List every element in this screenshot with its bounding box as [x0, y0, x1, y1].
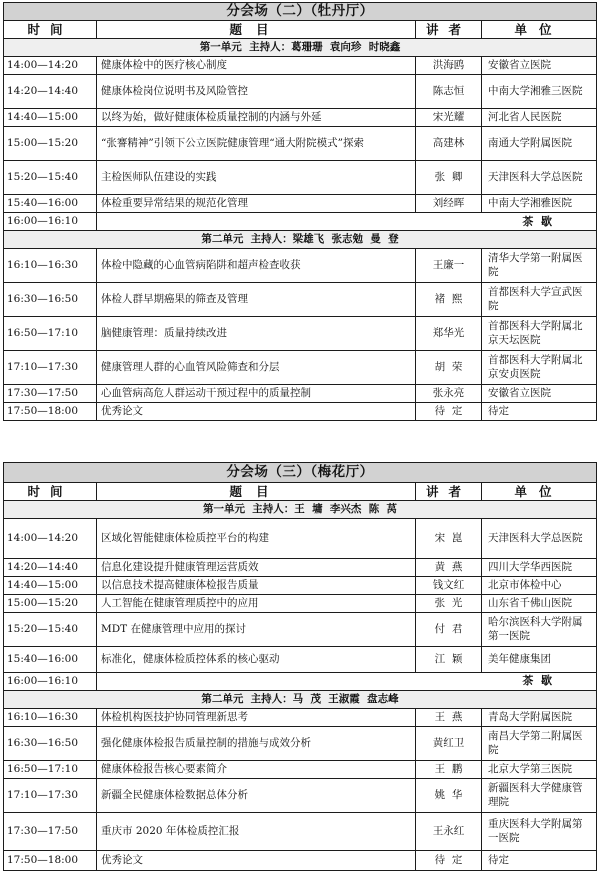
- row-time: 17:10—17:30: [4, 779, 97, 813]
- row-speaker: 黄 燕: [416, 559, 482, 577]
- row-time: 15:20—15:40: [4, 613, 97, 647]
- row-time: 16:10—16:30: [4, 709, 97, 727]
- header-org: 单位: [482, 483, 597, 501]
- row-time: 17:10—17:30: [4, 351, 97, 385]
- break-time: 16:00—16:10: [4, 673, 97, 691]
- row-time: 15:40—16:00: [4, 195, 97, 213]
- session-table-3: [3, 462, 597, 871]
- table-row: [4, 709, 597, 727]
- row-org: 山东省千佛山医院: [482, 595, 597, 613]
- row-topic: 健康体检报告核心要素简介: [97, 761, 416, 779]
- unit-header: 第一单元 主持人：葛珊珊 袁向珍 时晓鑫: [4, 39, 597, 57]
- unit-header: 第二单元 主持人：梁雄飞 张志勉 曼 登: [4, 231, 597, 249]
- row-time: 14:00—14:20: [4, 519, 97, 559]
- row-org: 首都医科大学附属北京天坛医院: [482, 317, 597, 351]
- row-speaker: 王永红: [416, 813, 482, 851]
- row-topic: 信息化建设提升健康管理运营质效: [97, 559, 416, 577]
- row-org: 中南大学湘雅三医院: [482, 75, 597, 109]
- row-time: 16:10—16:30: [4, 249, 97, 283]
- row-topic: MDT 在健康管理中应用的探讨: [97, 613, 416, 647]
- unit-header: 第一单元 主持人：王 墉 李兴杰 陈 莴: [4, 501, 597, 519]
- session-title-row: [4, 463, 597, 483]
- row-topic: 健康体检岗位说明书及风险管控: [97, 75, 416, 109]
- table-row: [4, 195, 597, 213]
- row-speaker: 张 卿: [416, 161, 482, 195]
- unit-header-row: [4, 39, 597, 57]
- table-row: [4, 813, 597, 851]
- row-topic: 重庆市 2020 年体检质控汇报: [97, 813, 416, 851]
- row-time: 17:30—17:50: [4, 813, 97, 851]
- table-row: [4, 385, 597, 403]
- column-header-row: [4, 21, 597, 39]
- header-time: 时间: [4, 483, 97, 501]
- row-speaker: 刘经晖: [416, 195, 482, 213]
- row-speaker: 宋光耀: [416, 109, 482, 127]
- table-row: [4, 75, 597, 109]
- row-speaker: 高建林: [416, 127, 482, 161]
- break-row: [4, 213, 597, 231]
- row-org: 南通大学附属医院: [482, 127, 597, 161]
- row-time: 14:40—15:00: [4, 577, 97, 595]
- break-label: 茶 歇: [97, 673, 597, 691]
- row-time: 14:20—14:40: [4, 75, 97, 109]
- row-topic: 体检重要异常结果的规范化管理: [97, 195, 416, 213]
- row-topic: “张謇精神”引领下公立医院健康管理“通大附院模式”探索: [97, 127, 416, 161]
- row-speaker: 王 鹏: [416, 761, 482, 779]
- row-org: 首都医科大学附属北京安贞医院: [482, 351, 597, 385]
- row-speaker: 付 君: [416, 613, 482, 647]
- table-row: [4, 127, 597, 161]
- table-row: [4, 57, 597, 75]
- row-time: 17:50—18:00: [4, 403, 97, 421]
- row-speaker: 钱文红: [416, 577, 482, 595]
- row-time: 14:40—15:00: [4, 109, 97, 127]
- column-header-row: [4, 483, 597, 501]
- row-topic: 人工智能在健康管理质控中的应用: [97, 595, 416, 613]
- row-org: 北京大学第三医院: [482, 761, 597, 779]
- row-time: 14:00—14:20: [4, 57, 97, 75]
- row-topic: 以终为始，做好健康体检质量控制的内涵与外延: [97, 109, 416, 127]
- row-time: 17:50—18:00: [4, 851, 97, 871]
- header-org: 单位: [482, 21, 597, 39]
- session-title-row: [4, 3, 597, 21]
- row-org: 南昌大学第二附属医院: [482, 727, 597, 761]
- row-speaker: 黄红卫: [416, 727, 482, 761]
- session-title: 分会场（二）（牡丹厅）: [4, 3, 597, 21]
- row-speaker: 江 颖: [416, 647, 482, 673]
- row-time: 15:20—15:40: [4, 161, 97, 195]
- row-speaker: 王 燕: [416, 709, 482, 727]
- session-table-2: [3, 2, 597, 421]
- table-row: [4, 595, 597, 613]
- row-org: 重庆医科大学附属第一医院: [482, 813, 597, 851]
- table-row: [4, 779, 597, 813]
- row-topic: 优秀论文: [97, 851, 416, 871]
- row-time: 14:20—14:40: [4, 559, 97, 577]
- row-speaker: 宋 崑: [416, 519, 482, 559]
- row-time: 15:00—15:20: [4, 595, 97, 613]
- table-row: [4, 559, 597, 577]
- row-org: 待定: [482, 851, 597, 871]
- table-row: [4, 351, 597, 385]
- row-org: 青岛大学附属医院: [482, 709, 597, 727]
- session-title: 分会场（三）（梅花厅）: [4, 463, 597, 483]
- row-topic: 标准化，健康体检质控体系的核心驱动: [97, 647, 416, 673]
- row-speaker: 待 定: [416, 403, 482, 421]
- row-speaker: 郑华光: [416, 317, 482, 351]
- header-topic: 题目: [97, 483, 416, 501]
- row-org: 河北省人民医院: [482, 109, 597, 127]
- table-row: [4, 519, 597, 559]
- table-row: [4, 727, 597, 761]
- row-speaker: 褚 熙: [416, 283, 482, 317]
- table-row: [4, 577, 597, 595]
- row-time: 16:30—16:50: [4, 283, 97, 317]
- row-topic: 心血管病高危人群运动干预过程中的质量控制: [97, 385, 416, 403]
- row-topic: 健康体检中的医疗核心制度: [97, 57, 416, 75]
- row-speaker: 陈志恒: [416, 75, 482, 109]
- row-org: 四川大学华西医院: [482, 559, 597, 577]
- break-label: 茶 歇: [97, 213, 597, 231]
- unit-header-row: [4, 691, 597, 709]
- row-speaker: 姚 华: [416, 779, 482, 813]
- row-time: 16:30—16:50: [4, 727, 97, 761]
- break-time: 16:00—16:10: [4, 213, 97, 231]
- row-org: 哈尔滨医科大学附属第一医院: [482, 613, 597, 647]
- table-row: [4, 613, 597, 647]
- table-row: [4, 109, 597, 127]
- table-row: [4, 283, 597, 317]
- row-topic: 体检中隐藏的心血管病陷阱和超声检查收获: [97, 249, 416, 283]
- row-org: 天津医科大学总医院: [482, 161, 597, 195]
- row-time: 17:30—17:50: [4, 385, 97, 403]
- row-speaker: 张 光: [416, 595, 482, 613]
- row-speaker: 待 定: [416, 851, 482, 871]
- row-org: 北京市体检中心: [482, 577, 597, 595]
- row-speaker: 胡 荣: [416, 351, 482, 385]
- table-row: [4, 647, 597, 673]
- row-time: 15:40—16:00: [4, 647, 97, 673]
- row-org: 中南大学湘雅医院: [482, 195, 597, 213]
- row-org: 待定: [482, 403, 597, 421]
- table-row: [4, 317, 597, 351]
- row-speaker: 洪海鸥: [416, 57, 482, 75]
- row-topic: 体检人群早期癌果的筛查及管理: [97, 283, 416, 317]
- row-topic: 体检机构医技护协同管理新思考: [97, 709, 416, 727]
- header-topic: 题目: [97, 21, 416, 39]
- row-org: 安徽省立医院: [482, 57, 597, 75]
- unit-header: 第二单元 主持人：马 茂 王淑霞 盘志峰: [4, 691, 597, 709]
- break-row: [4, 673, 597, 691]
- row-time: 15:00—15:20: [4, 127, 97, 161]
- row-time: 16:50—17:10: [4, 761, 97, 779]
- row-topic: 以信息技术提高健康体检报告质量: [97, 577, 416, 595]
- table-row: [4, 249, 597, 283]
- row-topic: 优秀论文: [97, 403, 416, 421]
- header-time: 时间: [4, 21, 97, 39]
- row-org: 天津医科大学总医院: [482, 519, 597, 559]
- table-row: [4, 161, 597, 195]
- header-speaker: 讲者: [416, 483, 482, 501]
- row-time: 16:50—17:10: [4, 317, 97, 351]
- table-row: [4, 851, 597, 871]
- row-topic: 脑健康管理：质量持续改进: [97, 317, 416, 351]
- row-org: 首都医科大学宣武医院: [482, 283, 597, 317]
- row-org: 美年健康集团: [482, 647, 597, 673]
- row-topic: 区域化智能健康体检质控平台的构建: [97, 519, 416, 559]
- row-speaker: 王廉一: [416, 249, 482, 283]
- row-org: 安徽省立医院: [482, 385, 597, 403]
- row-topic: 新疆全民健康体检数据总体分析: [97, 779, 416, 813]
- table-row: [4, 403, 597, 421]
- unit-header-row: [4, 501, 597, 519]
- unit-header-row: [4, 231, 597, 249]
- row-org: 清华大学第一附属医院: [482, 249, 597, 283]
- table-row: [4, 761, 597, 779]
- row-topic: 健康管理人群的心血管风险筛查和分层: [97, 351, 416, 385]
- row-topic: 主检医师队伍建设的实践: [97, 161, 416, 195]
- row-topic: 强化健康体检报告质量控制的措施与成效分析: [97, 727, 416, 761]
- row-speaker: 张永亮: [416, 385, 482, 403]
- row-org: 新疆医科大学健康管理院: [482, 779, 597, 813]
- header-speaker: 讲者: [416, 21, 482, 39]
